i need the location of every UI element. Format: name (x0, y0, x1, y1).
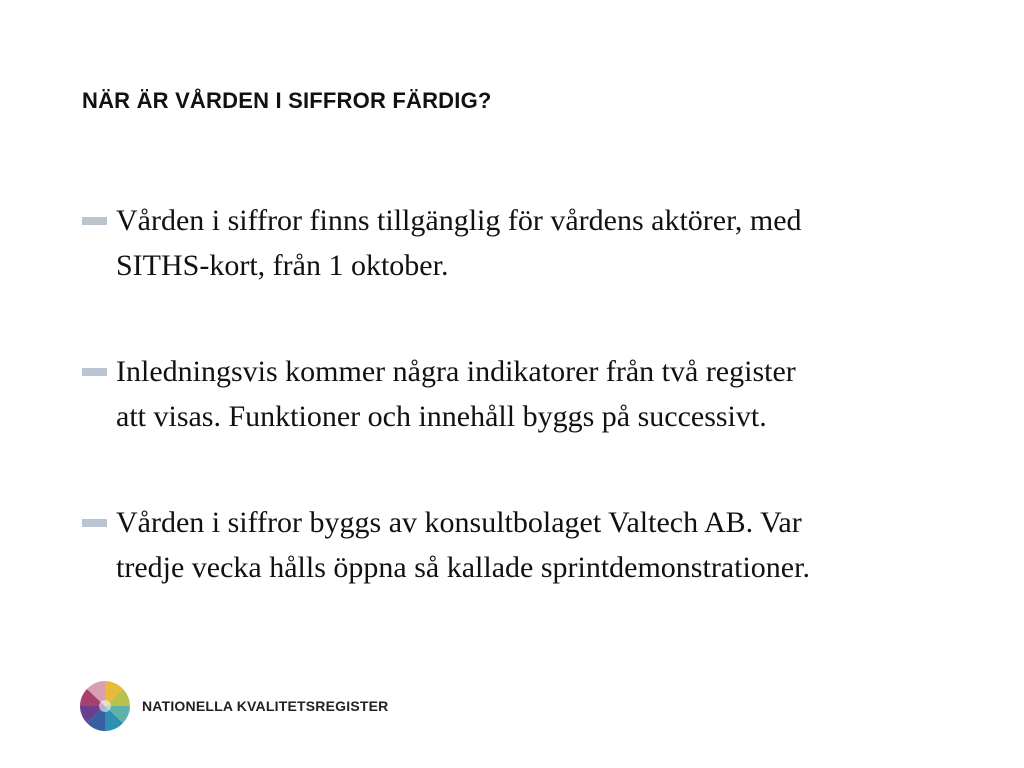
bullet-text-line: tredje vecka hålls öppna så kallade sprintdemonstrationer. (116, 551, 810, 584)
bullet-text-line: Vården i siffror finns tillgänglig för vårdens aktörer, med (116, 204, 802, 237)
bullet-marker (82, 368, 107, 376)
bullet-item (82, 198, 982, 288)
bullet-marker (82, 519, 107, 527)
footer-logo (80, 680, 388, 732)
bullet-marker (82, 217, 107, 225)
logo-text: NATIONELLA KVALITETSREGISTER (142, 698, 389, 714)
bullet-text-line: Inledningsvis kommer några indikatorer från två register (116, 355, 796, 388)
bullet-list (82, 198, 982, 651)
color-wheel-icon (80, 681, 130, 731)
bullet-text-line: att visas. Funktioner och innehåll byggs på successivt. (116, 400, 767, 433)
bullet-text-line: SITHS-kort, från 1 oktober. (116, 249, 449, 282)
bullet-item (82, 349, 982, 439)
bullet-text-line: Vården i siffror byggs av konsultbolaget Valtech AB. Var (116, 506, 802, 539)
bullet-item (82, 500, 982, 590)
slide-title: NÄR ÄR VÅRDEN I SIFFROR FÄRDIG? (82, 88, 492, 113)
